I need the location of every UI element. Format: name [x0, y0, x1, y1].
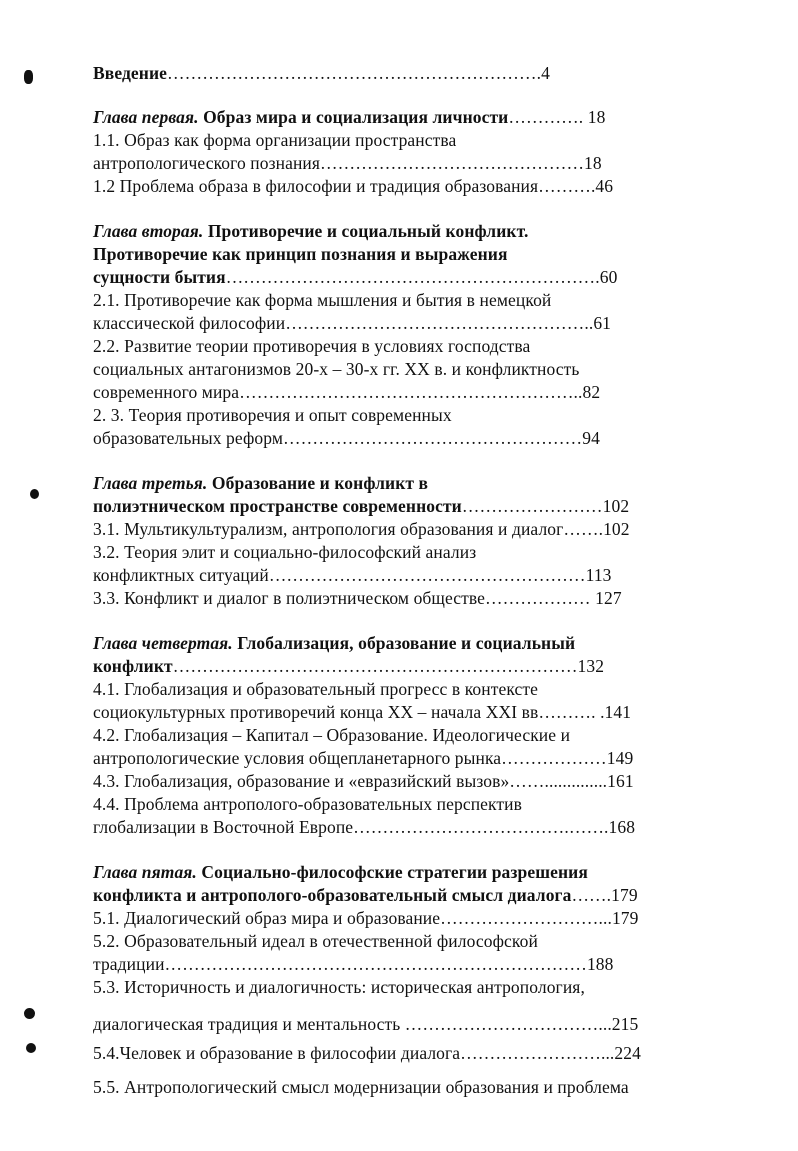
- toc-section-3-2-line-1: 3.2. Теория элит и социально-философский анализ: [93, 542, 477, 562]
- scan-mark: [30, 489, 39, 499]
- leader-dots-page: ……………………102: [461, 496, 630, 516]
- toc-section-2-3-line-2: образовательных реформ……………………………………………94: [93, 428, 600, 448]
- toc-section-5-1: 5.1. Диалогический образ мира и образование………………………...179: [93, 908, 639, 928]
- leader-dots: ………….: [508, 107, 588, 127]
- toc-section-2-1-line-1: 2.1. Противоречие как форма мышления и бытия в немецкой: [93, 290, 552, 310]
- chapter-title: Образование и конфликт в: [207, 473, 429, 493]
- chapter-title: полиэтническом пространстве современности: [93, 496, 462, 516]
- toc-chapter-2-heading-line-3: [93, 266, 617, 288]
- toc-section-3-1: 3.1. Мультикультурализм, антропология образования и диалог…….102: [93, 519, 630, 539]
- toc-section-5-5-line-1: 5.5. Антропологический смысл модернизации образования и проблема: [93, 1077, 629, 1097]
- chapter-label: Глава пятая.: [93, 862, 197, 882]
- toc-section-4-1-line-2: социокультурных противоречий конца XX – начала XXI вв………. .141: [93, 702, 632, 722]
- toc-section-2-2-line-1: 2.2. Развитие теории противоречия в условиях господства: [93, 336, 531, 356]
- chapter-label: Глава четвертая.: [93, 633, 233, 653]
- scan-mark: [24, 1008, 35, 1019]
- chapter-title: Образ мира и социализация личности: [198, 107, 509, 127]
- chapter-title: конфликт: [93, 656, 173, 676]
- toc-section-5-3-line-2: диалогическая традиция и ментальность ……………………………...215: [93, 1014, 639, 1034]
- toc-section-5-3-line-1: 5.3. Историчность и диалогичность: историческая антропология,: [93, 977, 585, 997]
- toc-section-1-1-line-2: антропологического познания………………………………………18: [93, 153, 602, 173]
- toc-chapter-3-heading-line-1: [93, 472, 428, 494]
- toc-section-1-2: 1.2 Проблема образа в философии и традиция образования……….46: [93, 176, 614, 196]
- toc-chapter-1-heading: [93, 106, 605, 128]
- toc-section-3-3: 3.3. Конфликт и диалог в полиэтническом обществе……………… 127: [93, 588, 622, 608]
- chapter-title: Социально-философские стратегии разрешения: [196, 862, 588, 882]
- toc-entry-introduction: [93, 62, 550, 84]
- toc-section-4-2-line-2: антропологические условия общепланетарного рынка………………149: [93, 748, 634, 768]
- scan-mark: [26, 1043, 36, 1053]
- toc-section-2-1-line-2: классической философии……………………………………………..61: [93, 313, 612, 333]
- toc-section-5-2-line-2: традиции………………………………………………………………188: [93, 954, 614, 974]
- entry-title: Введение: [93, 63, 168, 83]
- leader-dots-page: …….179: [571, 885, 638, 905]
- toc-chapter-3-heading-line-2: [93, 495, 629, 517]
- toc-section-4-4-line-2: глобализации в Восточной Европе……………………………….…….168: [93, 817, 636, 837]
- toc-section-3-2-line-2: конфликтных ситуаций………………………………………………113: [93, 565, 612, 585]
- toc-section-2-2-line-3: современного мира…………………………………………………..82: [93, 382, 601, 402]
- toc-chapter-4-heading-line-2: [93, 655, 604, 677]
- toc-chapter-5-heading-line-1: [93, 861, 588, 883]
- chapter-title: сущности бытия: [93, 267, 226, 287]
- toc-chapter-4-heading-line-1: [93, 632, 575, 654]
- chapter-label: Глава первая.: [93, 107, 199, 127]
- toc-chapter-5-heading-line-2: [93, 884, 638, 906]
- toc-section-1-1-line-1: 1.1. Образ как форма организации пространства: [93, 130, 457, 150]
- chapter-label: Глава третья.: [93, 473, 208, 493]
- toc-chapter-2-heading-line-2: Противоречие как принцип познания и выражения: [93, 244, 508, 264]
- page-number: 18: [587, 107, 606, 127]
- leader-dots-page: ……………………………………………………….60: [225, 267, 618, 287]
- toc-chapter-2-heading-line-1: [93, 220, 528, 242]
- toc-section-5-2-line-1: 5.2. Образовательный идеал в отечественной философской: [93, 931, 538, 951]
- toc-section-4-1-line-1: 4.1. Глобализация и образовательный прогресс в контексте: [93, 679, 539, 699]
- chapter-label: Глава вторая.: [93, 221, 204, 241]
- page-number: 4: [541, 63, 550, 83]
- toc-section-4-4-line-1: 4.4. Проблема антрополого-образовательных перспектив: [93, 794, 522, 814]
- chapter-title: Противоречие и социальный конфликт.: [203, 221, 529, 241]
- leader-dots-page: ……………………………………………………………132: [172, 656, 605, 676]
- toc-section-2-3-line-1: 2. 3. Теория противоречия и опыт современных: [93, 405, 452, 425]
- leader-dots: ……………………………………………………….: [167, 63, 542, 83]
- toc-section-5-4: 5.4.Человек и образование в философии диалога……………………...224: [93, 1043, 641, 1063]
- scan-mark: [24, 70, 33, 84]
- toc-section-2-2-line-2: социальных антагонизмов 20-х – 30-х гг. XX в. и конфликтность: [93, 359, 580, 379]
- chapter-title: Глобализация, образование и социальный: [232, 633, 576, 653]
- chapter-title: конфликта и антрополого-образовательный смысл диалога: [93, 885, 572, 905]
- toc-section-4-3: 4.3. Глобализация, образование и «евразийский вызов»……..............161: [93, 771, 634, 791]
- toc-section-4-2-line-1: 4.2. Глобализация – Капитал – Образование. Идеологические и: [93, 725, 571, 745]
